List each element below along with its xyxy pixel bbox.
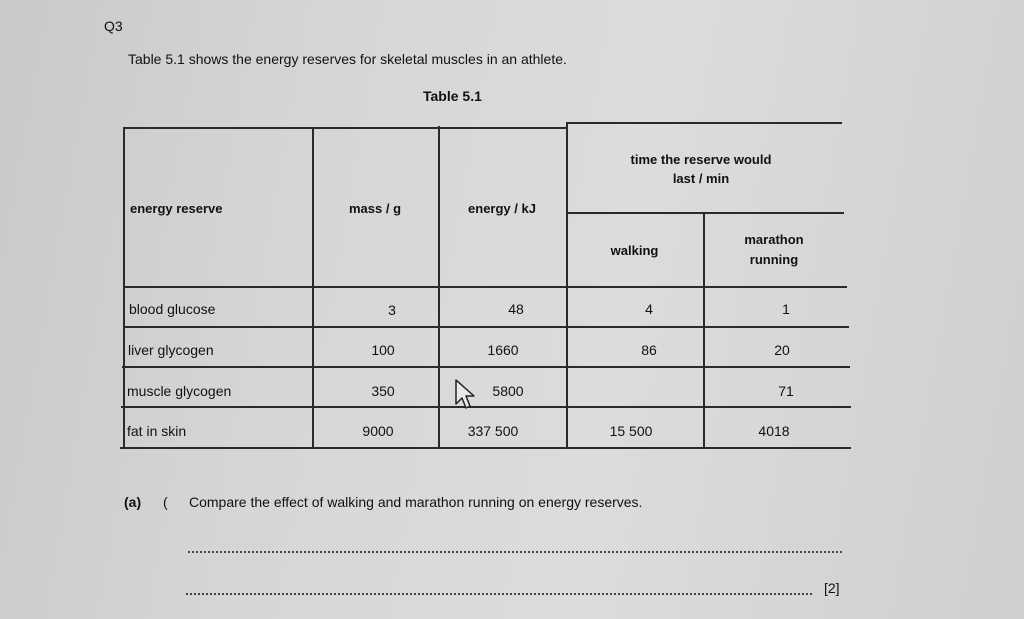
part-a-question: Compare the effect of walking and marathon running on energy reserves. — [189, 494, 643, 510]
header-time-line2: last / min — [672, 171, 730, 186]
table-line-top — [123, 127, 566, 129]
table-vline-left — [123, 127, 125, 448]
table-line-row3 — [121, 406, 851, 408]
marks-label: [2] — [824, 580, 840, 596]
part-a-label: (a) — [124, 494, 142, 510]
header-walking: walking — [610, 243, 659, 258]
header-energy: energy / kJ — [468, 201, 536, 216]
header-energy-reserve: energy reserve — [130, 201, 223, 216]
cell-walking-fat-in-skin: 15 500 — [609, 423, 653, 439]
cell-marathon-fat-in-skin: 4018 — [758, 423, 790, 439]
header-marathon-line1: marathon — [744, 232, 804, 247]
cell-marathon-muscle-glycogen: 71 — [778, 383, 794, 399]
cell-energy-blood-glucose: 48 — [508, 301, 524, 317]
table-line-row2 — [122, 366, 850, 368]
table-line-top-right — [566, 122, 842, 124]
answer-line-1[interactable] — [188, 551, 842, 553]
cell-marathon-blood-glucose: 1 — [782, 301, 790, 317]
cell-mass-liver-glycogen: 100 — [371, 342, 395, 358]
table-line-bottom — [120, 447, 851, 449]
cell-energy-fat-in-skin: 337 500 — [467, 423, 519, 439]
row-label-blood-glucose: blood glucose — [129, 301, 216, 317]
cell-energy-muscle-glycogen: 5800 — [492, 383, 524, 399]
cell-walking-liver-glycogen: 86 — [641, 342, 657, 358]
mouse-pointer-icon — [454, 378, 482, 412]
table-line-subheader — [566, 212, 844, 214]
cell-marathon-liver-glycogen: 20 — [774, 342, 790, 358]
cell-mass-muscle-glycogen: 350 — [371, 383, 395, 399]
row-label-muscle-glycogen: muscle glycogen — [127, 383, 232, 399]
cell-mass-blood-glucose: 3 — [388, 302, 396, 318]
row-label-liver-glycogen: liver glycogen — [128, 342, 214, 358]
question-number: Q3 — [104, 18, 123, 34]
table-line-header-bottom — [123, 286, 847, 288]
row-label-fat-in-skin: fat in skin — [127, 423, 187, 439]
header-marathon-line2: running — [749, 252, 799, 267]
header-time-line1: time the reserve would — [630, 152, 772, 167]
table-line-row1 — [123, 326, 849, 328]
answer-line-2[interactable] — [186, 593, 812, 595]
intro-text: Table 5.1 shows the energy reserves for skeletal muscles in an athlete. — [128, 51, 567, 67]
header-mass: mass / g — [348, 201, 402, 216]
table-caption: Table 5.1 — [423, 88, 482, 104]
cell-energy-liver-glycogen: 1660 — [487, 342, 519, 358]
part-a-paren: ( — [163, 494, 168, 510]
cell-walking-blood-glucose: 4 — [645, 301, 653, 317]
cell-mass-fat-in-skin: 9000 — [362, 423, 394, 439]
